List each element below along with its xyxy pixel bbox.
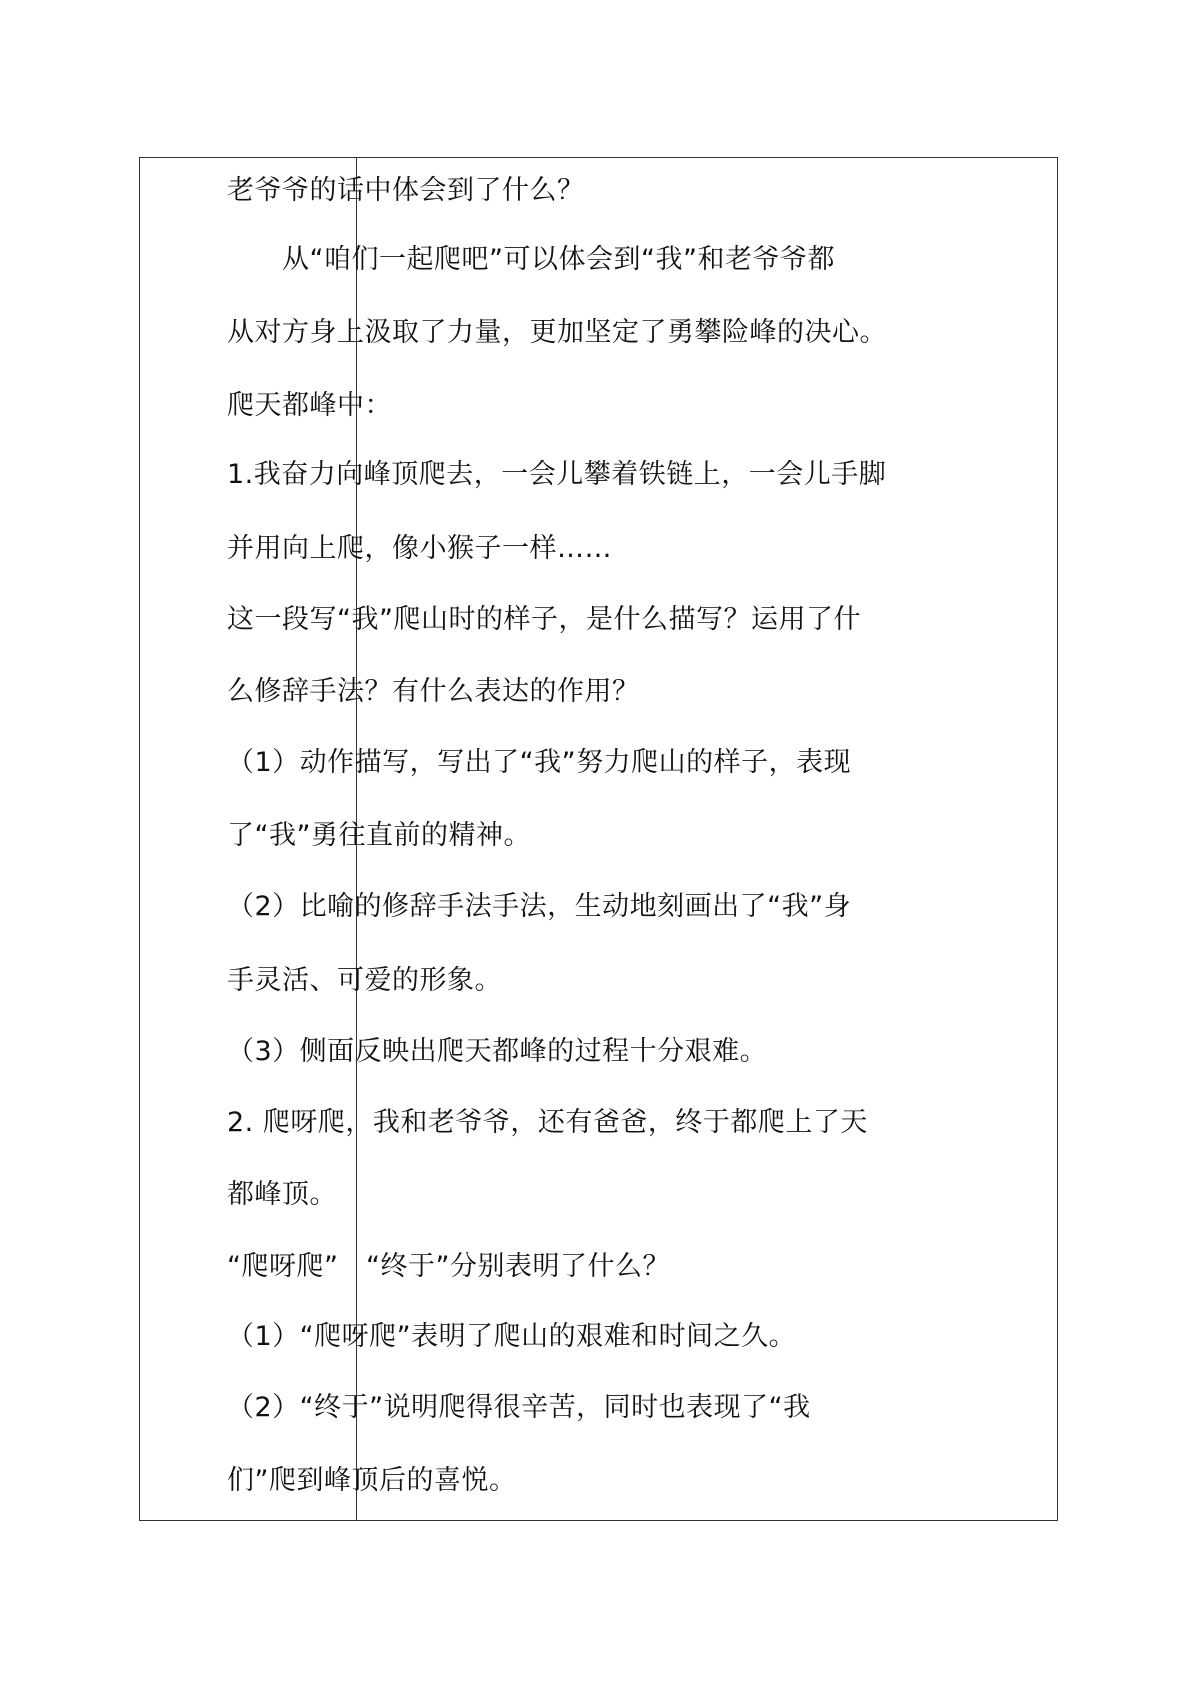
- text-line: 1.我奋力向峰顶爬去，一会儿攀着铁链上，一会儿手脚: [227, 459, 887, 490]
- section-heading: 爬天都峰中：: [227, 390, 392, 421]
- text-line: 2. 爬呀爬，我和老爷爷，还有爸爸，终于都爬上了天: [227, 1107, 868, 1138]
- text-line: 并用向上爬，像小猴子一样……: [227, 533, 612, 564]
- text-line: 从“咱们一起爬吧”可以体会到“我”和老爷爷都: [227, 244, 835, 275]
- text-line: 都峰顶。: [227, 1179, 337, 1210]
- question-line: 这一段写“我”爬山时的样子，是什么描写？运用了什: [227, 604, 861, 635]
- question-line: “爬呀爬” “终于”分别表明了什么？: [227, 1251, 670, 1282]
- text-line: 老爷爷的话中体会到了什么？: [227, 175, 585, 206]
- text-line: 从对方身上汲取了力量，更加坚定了勇攀险峰的决心。: [227, 317, 887, 348]
- answer-line: （2）比喻的修辞手法手法，生动地刻画出了“我”身: [227, 891, 852, 922]
- answer-line: 了“我”勇往直前的精神。: [227, 820, 531, 851]
- answer-line: （1）动作描写，写出了“我”努力爬山的样子，表现: [227, 747, 852, 778]
- answer-line: 手灵活、可爱的形象。: [227, 965, 502, 996]
- question-line: 么修辞手法？有什么表达的作用？: [227, 676, 640, 707]
- answer-line: （3）侧面反映出爬天都峰的过程十分艰难。: [227, 1036, 768, 1067]
- answer-line: （1）“爬呀爬”表明了爬山的艰难和时间之久。: [227, 1321, 797, 1352]
- answer-line: 们”爬到峰顶后的喜悦。: [227, 1465, 517, 1496]
- answer-line: （2）“终于”说明爬得很辛苦，同时也表现了“我: [227, 1392, 811, 1423]
